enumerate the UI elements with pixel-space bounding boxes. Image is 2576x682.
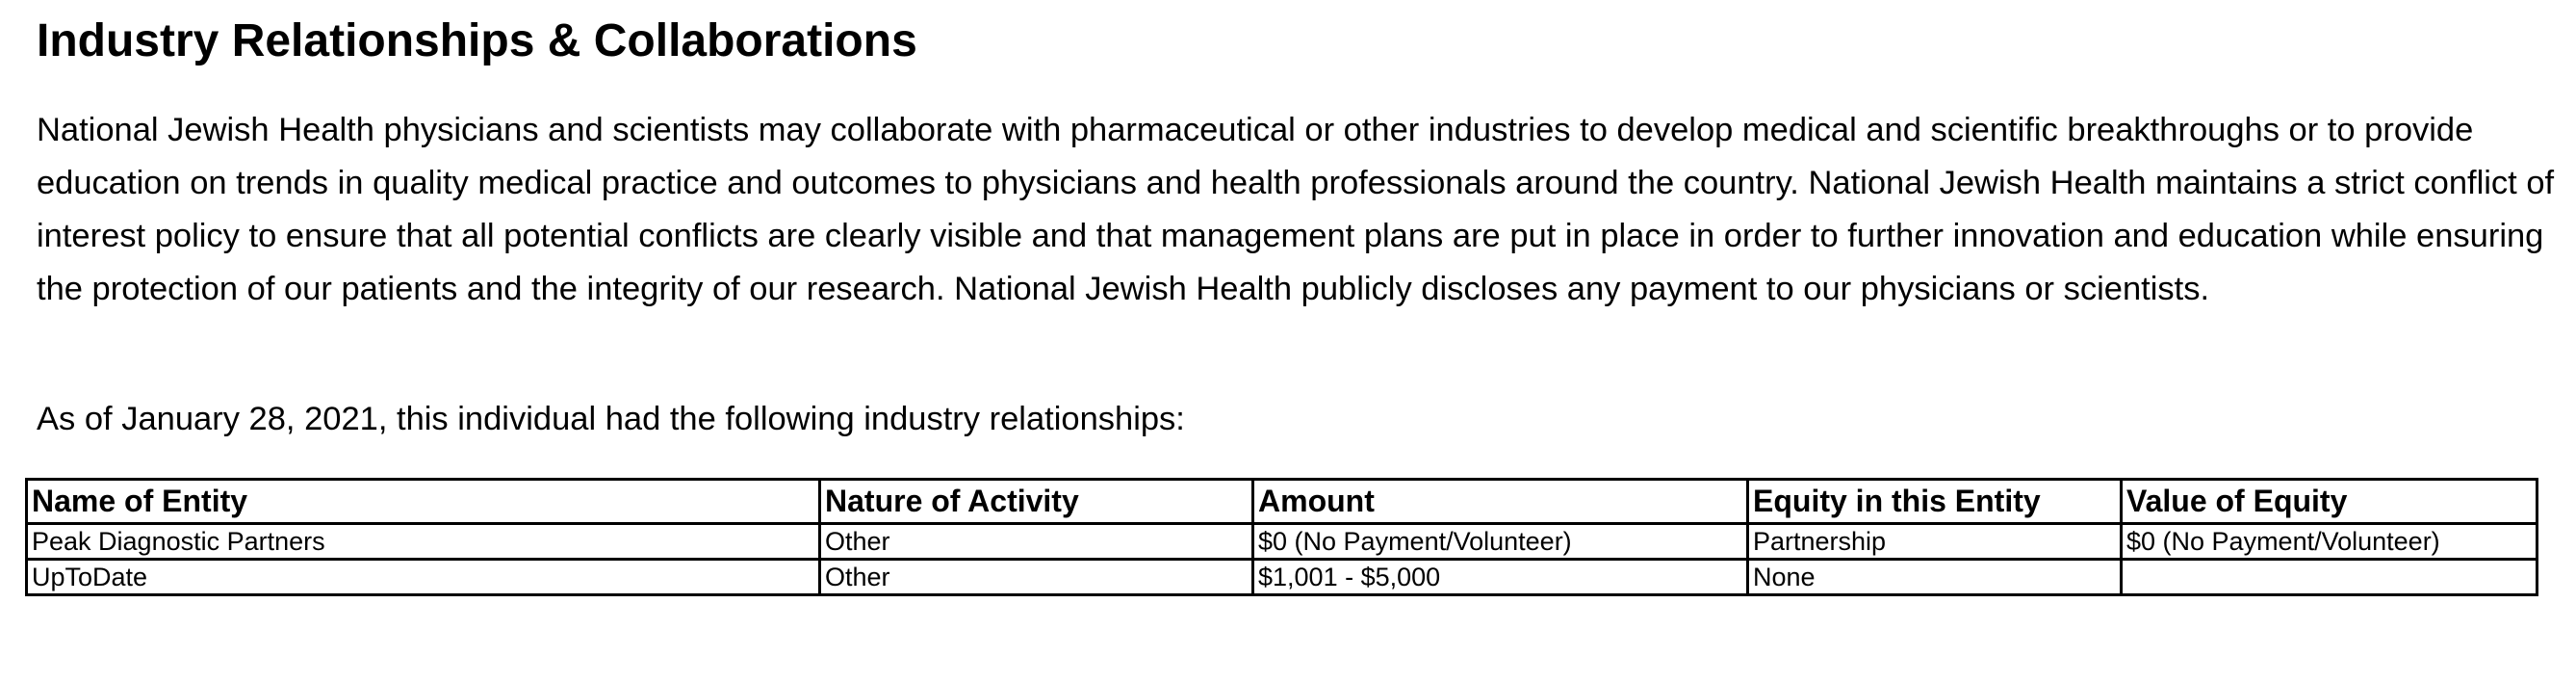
header-amount: Amount (1253, 480, 1748, 524)
cell-nature-of-activity: Other (820, 524, 1253, 560)
cell-nature-of-activity: Other (820, 560, 1253, 595)
intro-paragraph: National Jewish Health physicians and scientists may collaborate with pharmaceutical or other industries to develop medical and scientific breakthroughs or to provide education on trends in quality medical practice and outcomes to physicians and health professionals around the country. National Jewish Health maintains a strict conflict of interest policy to ensure that all potential conflicts are clearly visible and that management plans are put in place in order to further innovation and education while ensuring the protection of our patients and the integrity of our research. National Jewish Health publicly discloses any payment to our physicians or scientists. (37, 112, 2555, 307)
cell-equity-in-entity: None (1748, 560, 2122, 595)
cell-equity-in-entity: Partnership (1748, 524, 2122, 560)
header-nature-of-activity: Nature of Activity (820, 480, 1253, 524)
as-of-statement: As of January 28, 2021, this individual had the following industry relationships: (37, 401, 1185, 437)
industry-relationships-table (25, 478, 2538, 596)
header-name-of-entity: Name of Entity (27, 480, 820, 524)
cell-value-of-equity: $0 (No Payment/Volunteer) (2122, 524, 2537, 560)
cell-amount: $0 (No Payment/Volunteer) (1253, 524, 1748, 560)
cell-value-of-equity (2122, 560, 2537, 595)
header-equity-in-entity: Equity in this Entity (1748, 480, 2122, 524)
table-row (27, 560, 2537, 595)
cell-name-of-entity: UpToDate (27, 560, 820, 595)
page-title: Industry Relationships & Collaborations (37, 15, 917, 66)
cell-name-of-entity: Peak Diagnostic Partners (27, 524, 820, 560)
table-row (27, 524, 2537, 560)
cell-amount: $1,001 - $5,000 (1253, 560, 1748, 595)
table-header-row (27, 480, 2537, 524)
header-value-of-equity: Value of Equity (2122, 480, 2537, 524)
